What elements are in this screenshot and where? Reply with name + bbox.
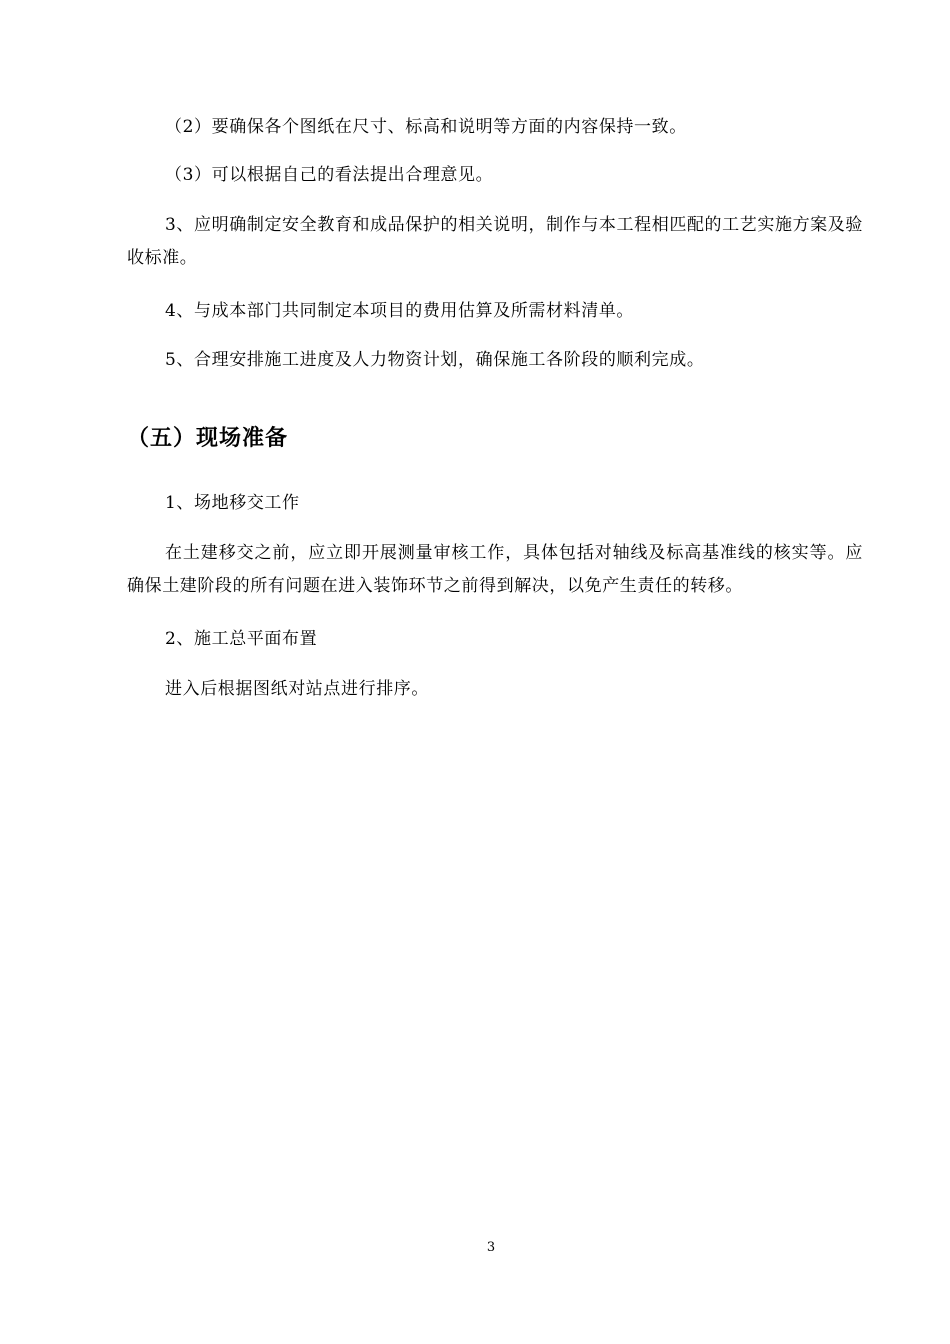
paragraph-reasonable-opinions: （3）可以根据自己的看法提出合理意见。 xyxy=(165,165,494,185)
section-heading: （五）现场准备 xyxy=(127,426,289,451)
paragraph-safety-education: 3、应明确制定安全教育和成品保护的相关说明，制作与本工程相匹配的工艺实施方案及验收标准。 xyxy=(127,215,863,268)
paragraph-cost-estimate: 4、与成本部门共同制定本项目的费用估算及所需材料清单。 xyxy=(165,301,635,321)
paragraph-site-handover-body: 在土建移交之前，应立即开展测量审核工作，具体包括对轴线及标高基准线的核实等。应确保土建阶段的所有问题在进入装饰环节之前得到解决，以免产生责任的转移。 xyxy=(127,543,863,596)
paragraph-schedule-plan: 5、合理安排施工进度及人力物资计划，确保施工各阶段的顺利完成。 xyxy=(165,350,705,370)
paragraph-site-layout-body: 进入后根据图纸对站点进行排序。 xyxy=(165,679,429,699)
paragraph-site-layout-title: 2、施工总平面布置 xyxy=(165,629,318,649)
paragraph-drawing-consistency: （2）要确保各个图纸在尺寸、标高和说明等方面的内容保持一致。 xyxy=(165,117,687,137)
page-number: 3 xyxy=(486,1240,496,1255)
paragraph-site-handover-title: 1、场地移交工作 xyxy=(165,493,300,513)
